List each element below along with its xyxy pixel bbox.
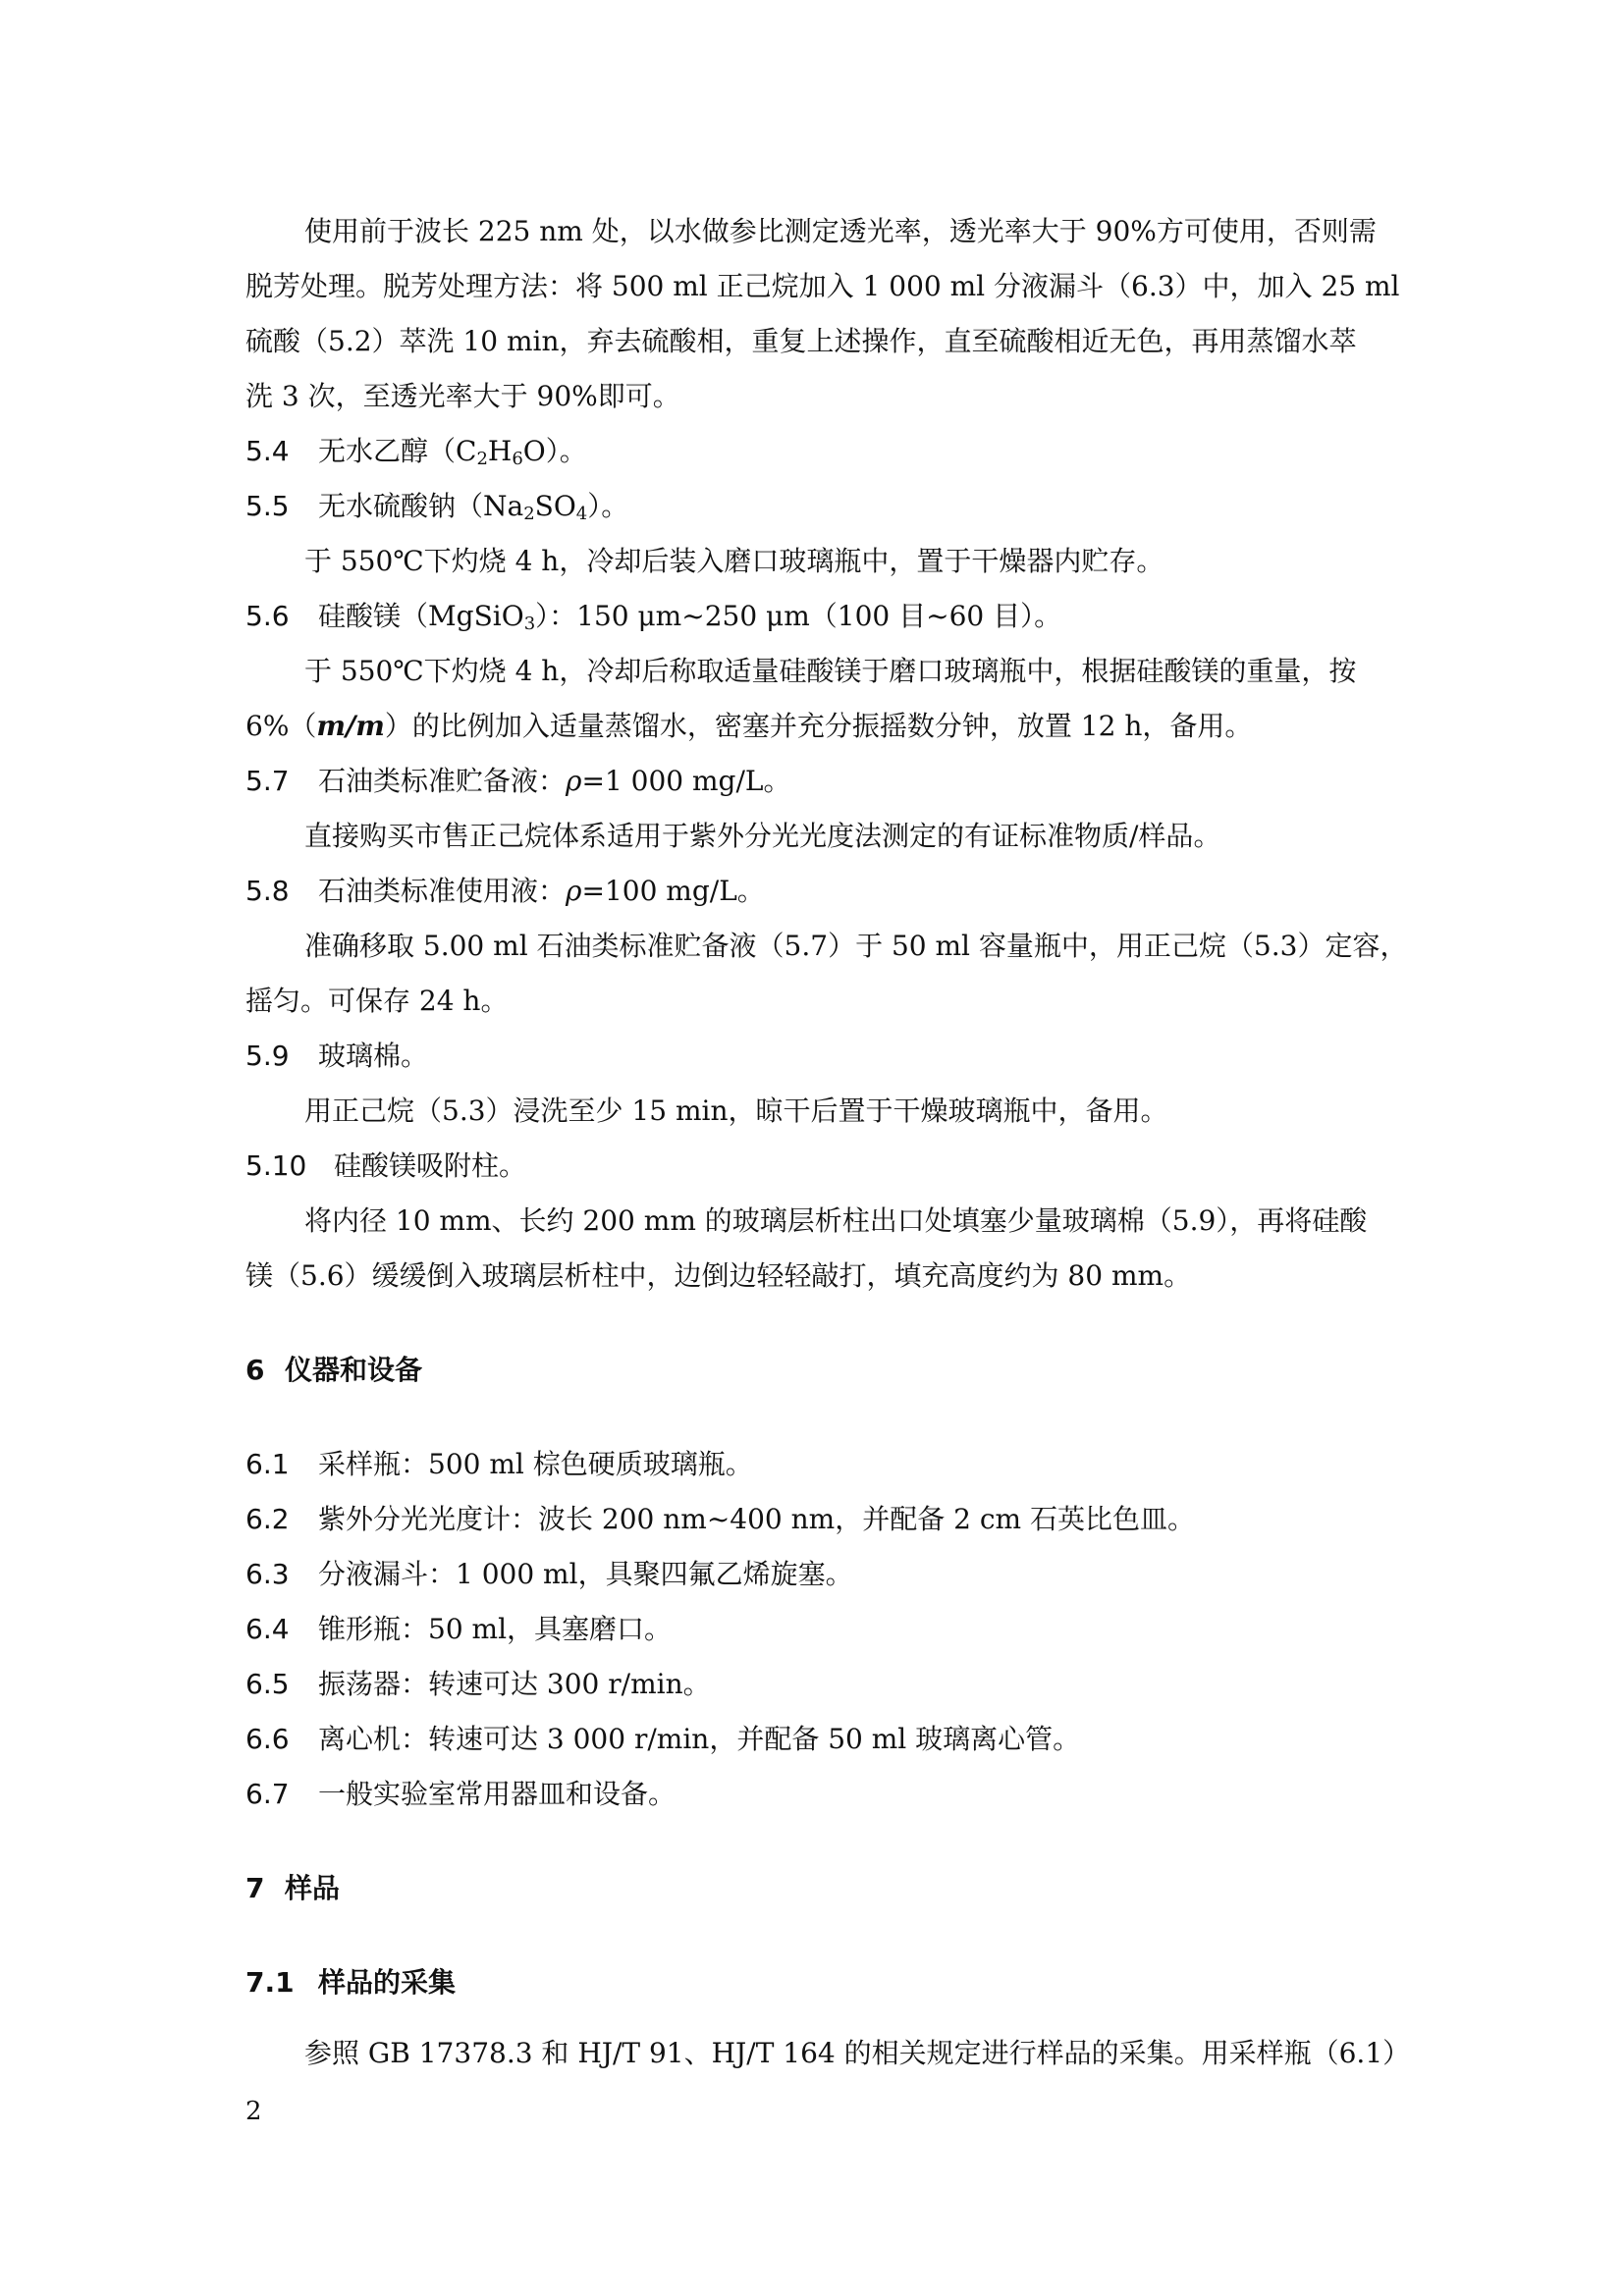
paragraph-line: 硫酸（5.2）萃洗 10 min，弃去硫酸相，重复上述操作，直至硫酸相近无色，再用蒸馏水萃 — [245, 325, 1357, 357]
section-7-heading: 7 样品 — [245, 1872, 341, 1904]
list-item: 6.1 采样瓶：500 ml 棕色硬质玻璃瓶。 — [245, 1448, 753, 1480]
list-item: 6.3 分液漏斗：1 000 ml，具聚四氟乙烯旋塞。 — [245, 1558, 853, 1590]
item-number: 5.4 — [245, 435, 290, 467]
item-5-5-desc: 于 550℃下灼烧 4 h，冷却后装入磨口玻璃瓶中，置于干燥器内贮存。 — [304, 545, 1164, 577]
paragraph-line: 脱芳处理。脱芳处理方法：将 500 ml 正己烷加入 1 000 ml 分液漏斗（6.3）中，加入 25 ml — [245, 270, 1400, 302]
item-5-7: 5.7 石油类标准贮备液：ρ=1 000 mg/L。 — [245, 762, 1384, 801]
item-5-6: 5.6 硅酸镁（MgSiO$_3$）：150 μm~250 μm（100 目~60 目）。 — [245, 597, 1384, 636]
item-number: 5.10 — [245, 1149, 307, 1182]
item-5-8-desc: 准确移取 5.00 ml 石油类标准贮备液（5.7）于 50 ml 容量瓶中，用正己烷（5.3）定容， — [304, 930, 1408, 962]
section-6-heading: 6 仪器和设备 — [245, 1354, 423, 1386]
item-5-6-desc: 6%（m/m）的比例加入适量蒸馏水，密塞并充分振摇数分钟，放置 12 h，备用。 — [245, 710, 1253, 742]
list-item: 6.6 离心机：转速可达 3 000 r/min，并配备 50 ml 玻璃离心管。 — [245, 1723, 1081, 1755]
item-number: 5.8 — [245, 875, 290, 907]
item-5-8: 5.8 石油类标准使用液：ρ=100 mg/L。 — [245, 872, 1384, 911]
paragraph-line: 参照 GB 17378.3 和 HJ/T 91、HJ/T 164 的相关规定进行样品的采集。用采样瓶（6.1） — [304, 2037, 1411, 2069]
paragraph-line: 洗 3 次，至透光率大于 90%即可。 — [245, 380, 680, 412]
item-5-10-desc: 将内径 10 mm、长约 200 mm 的玻璃层析柱出口处填塞少量玻璃棉（5.9），再将硅酸 — [304, 1204, 1368, 1237]
item-5-6-desc: 于 550℃下灼烧 4 h，冷却后称取适量硅酸镁于磨口玻璃瓶中，根据硅酸镁的重量，按 — [304, 655, 1357, 687]
item-5-8-desc: 摇匀。可保存 24 h。 — [245, 985, 509, 1017]
section-7-1-heading: 7.1 样品的采集 — [245, 1966, 457, 1999]
item-number: 5.5 — [245, 490, 290, 522]
item-5-9-desc: 用正己烷（5.3）浸洗至少 15 min，晾干后置于干燥玻璃瓶中，备用。 — [304, 1095, 1168, 1127]
page-number: 2 — [245, 2097, 262, 2126]
item-5-5: 5.5 无水硫酸钠$(Na_2SO_4)$。 — [245, 487, 1384, 526]
item-5-10: 5.10 硅酸镁吸附柱。 — [245, 1147, 1384, 1186]
item-5-9: 5.9 玻璃棉。 — [245, 1037, 1384, 1076]
item-number: 5.9 — [245, 1040, 290, 1072]
item-5-7-desc: 直接购买市售正己烷体系适用于紫外分光光度法测定的有证标准物质/样品。 — [304, 820, 1221, 852]
paragraph-line: 使用前于波长 225 nm 处，以水做参比测定透光率，透光率大于 90%方可使用，否则需 — [304, 215, 1377, 247]
item-5-10-desc: 镁（5.6）缓缓倒入玻璃层析柱中，边倒边轻轻敲打，填充高度约为 80 mm。 — [245, 1259, 1192, 1292]
item-number: 5.6 — [245, 600, 290, 632]
list-item: 6.2 紫外分光光度计：波长 200 nm~400 nm，并配备 2 cm 石英比色皿。 — [245, 1503, 1195, 1535]
item-number: 5.7 — [245, 765, 290, 797]
list-item: 6.5 振荡器：转速可达 300 r/min。 — [245, 1668, 711, 1700]
list-item: 6.4 锥形瓶：50 ml，具塞磨口。 — [245, 1613, 673, 1645]
item-5-4: 5.4 无水乙醇$(C_2H_6O)$。 — [245, 432, 1384, 471]
list-item: 6.7 一般实验室常用器皿和设备。 — [245, 1778, 677, 1810]
